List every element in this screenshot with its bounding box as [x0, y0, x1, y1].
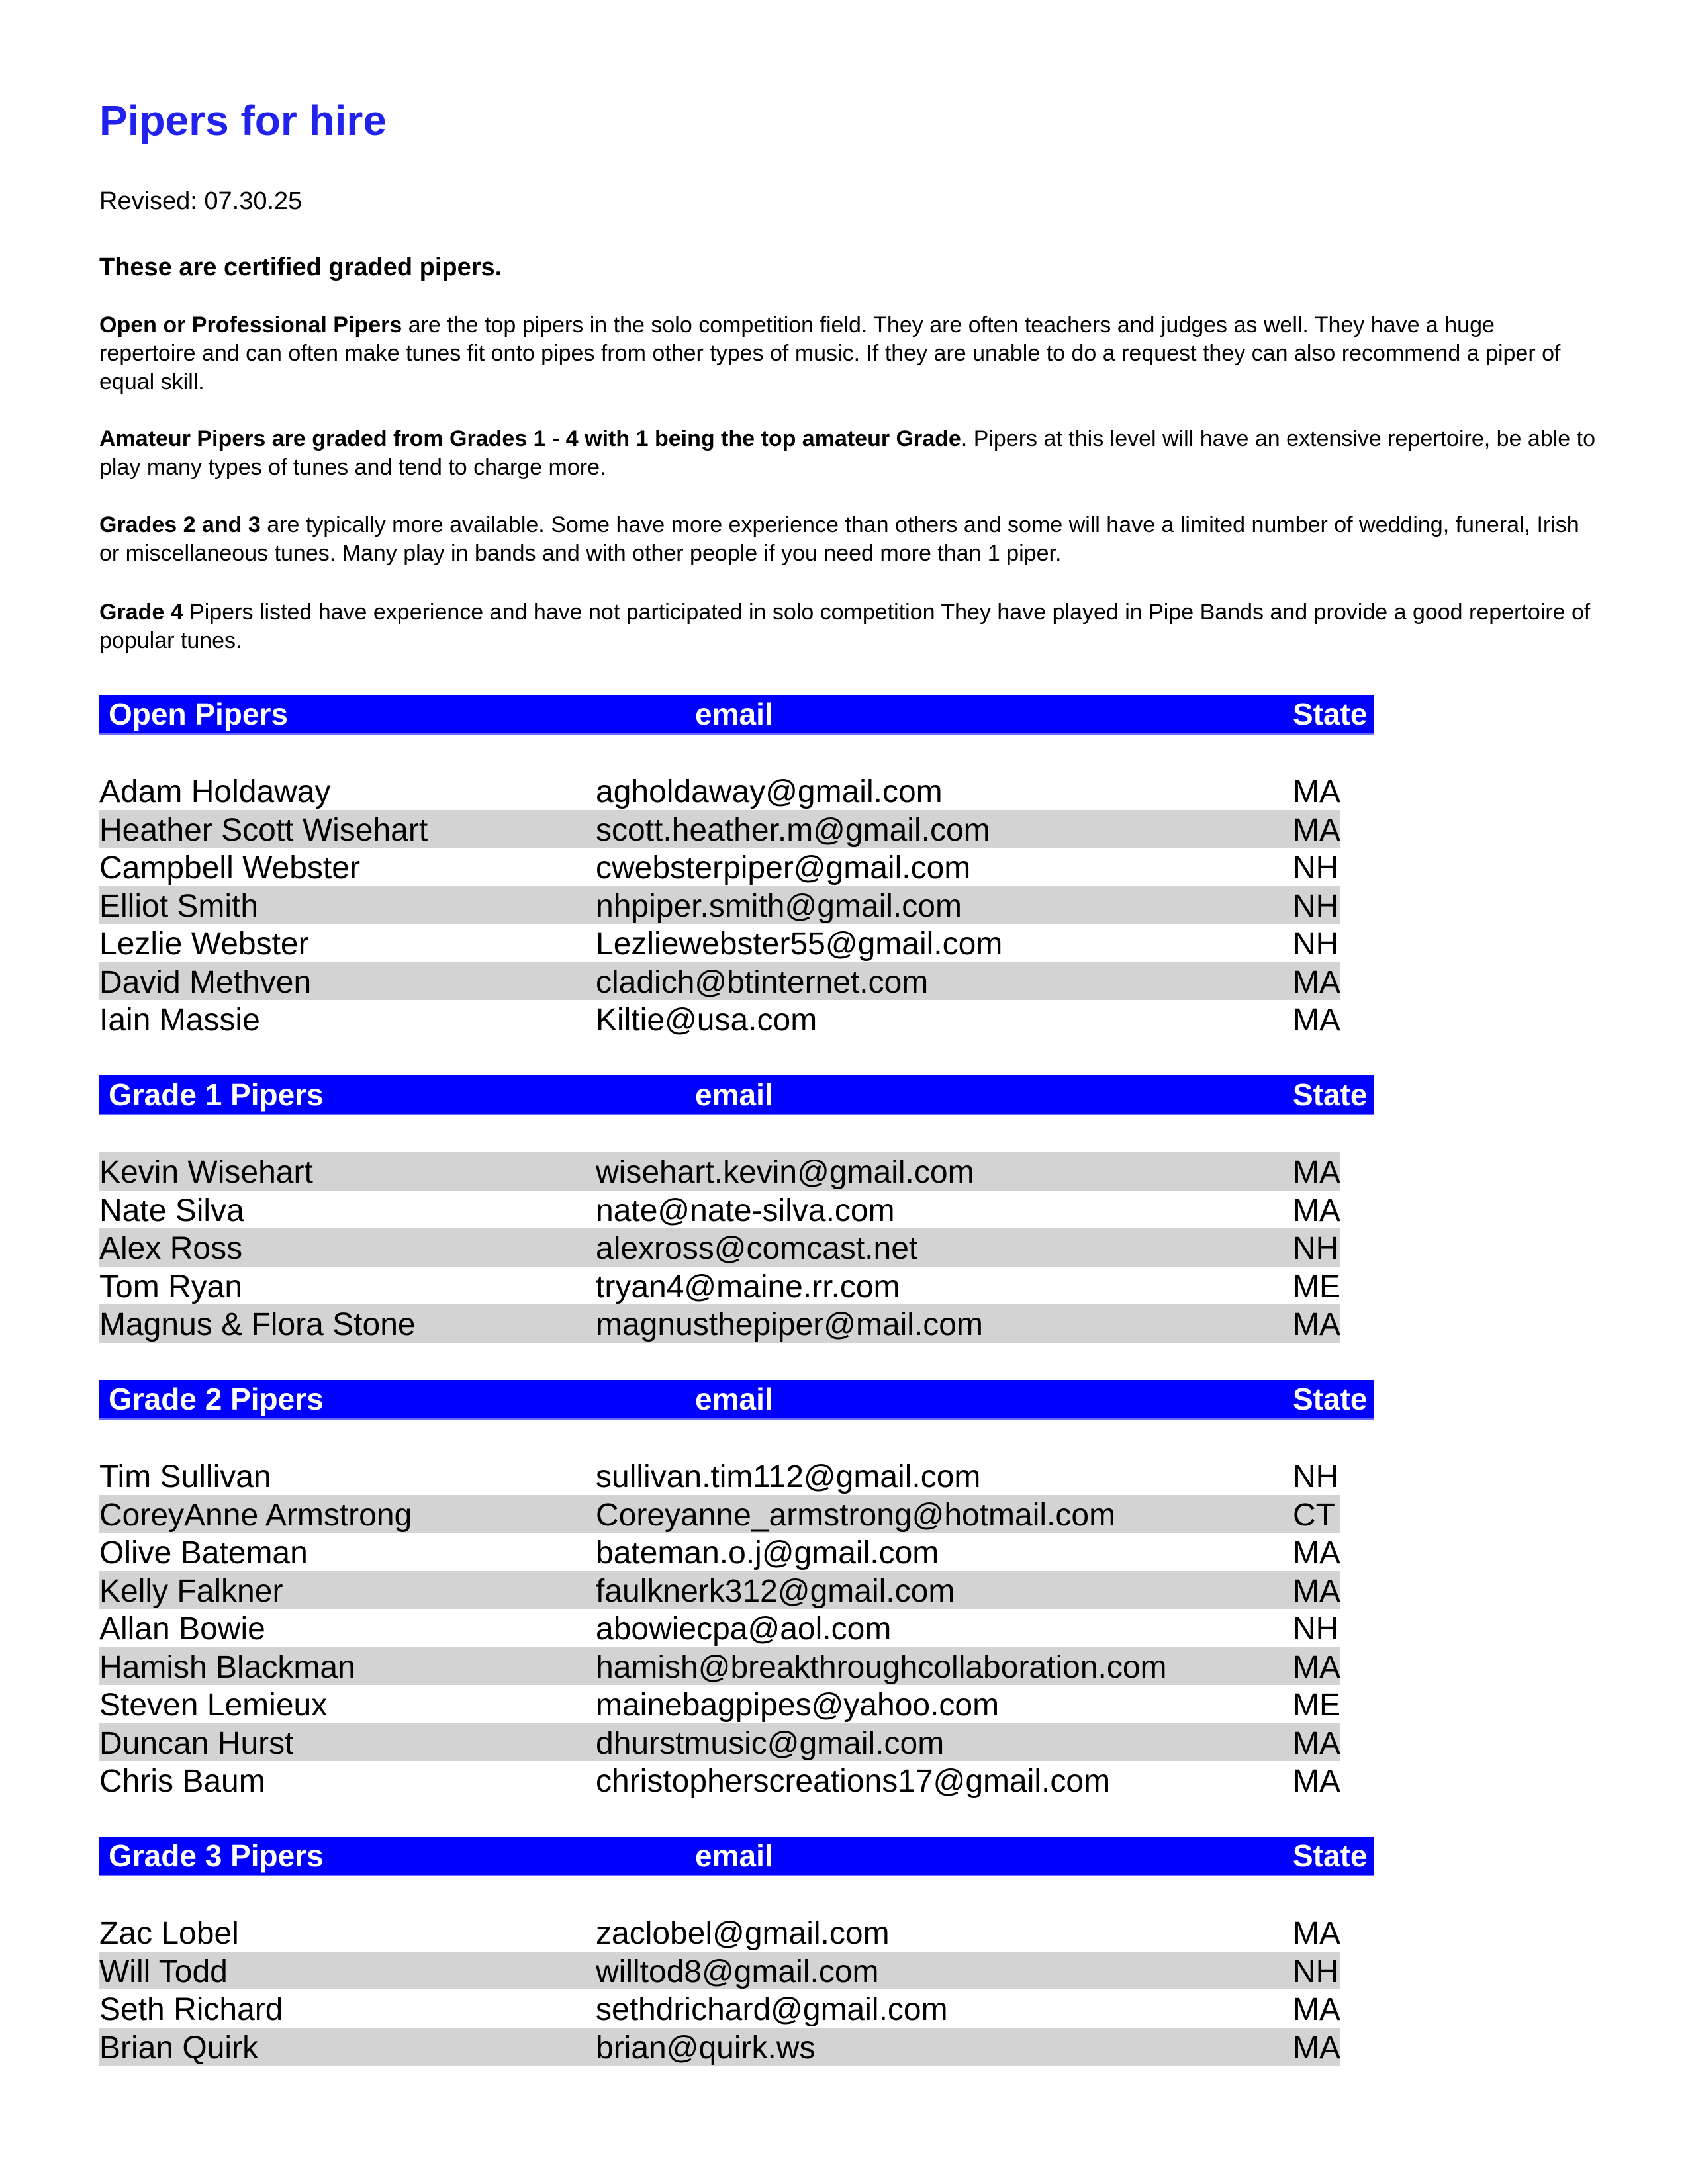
piper-list [99, 772, 1374, 1038]
email-column-header: email [695, 697, 773, 731]
section-header-bar [99, 1075, 1374, 1115]
piper-email-link[interactable]: agholdaway@gmail.com [596, 774, 943, 809]
paragraph-bold-lead: Open or Professional Pipers [99, 312, 402, 338]
piper-email-link[interactable]: sethdrichard@gmail.com [596, 1992, 948, 2027]
piper-state: NH [1293, 927, 1339, 962]
piper-state: NH [1293, 1954, 1339, 1989]
piper-name: Tim Sullivan [99, 1459, 271, 1494]
piper-email-link[interactable]: Lezliewebster55@gmail.com [596, 927, 1003, 962]
piper-state: MA [1293, 774, 1340, 809]
piper-row [99, 1152, 1340, 1191]
piper-email-link[interactable]: cladich@btinternet.com [596, 964, 929, 1000]
piper-state: CT [1293, 1497, 1335, 1533]
piper-name: Iain Massie [99, 1003, 260, 1038]
piper-name: Lezlie Webster [99, 927, 309, 962]
piper-row [99, 1913, 1340, 1952]
piper-row [99, 1191, 1340, 1229]
piper-email-link[interactable]: nhpiper.smith@gmail.com [596, 888, 962, 924]
paragraph-bold-lead: Grades 2 and 3 [99, 512, 261, 537]
piper-name: Tom Ryan [99, 1269, 243, 1304]
piper-state: MA [1293, 1193, 1340, 1228]
piper-state: NH [1293, 850, 1339, 886]
email-column-header: email [695, 1839, 773, 1873]
piper-email-link[interactable]: Kiltie@usa.com [596, 1003, 818, 1038]
paragraph-text: are typically more available. Some have more experience than others and some will have a limited number of wedding, funeral, Irish or miscellaneous tunes. Many play in bands and with other people if you need more than 1 piper. [99, 512, 1579, 566]
paragraph-grade-4 [99, 598, 1595, 655]
section-heading: Grade 1 Pipers [109, 1077, 324, 1112]
piper-list [99, 1913, 1374, 2066]
piper-row [99, 1723, 1340, 1762]
email-column-header: email [695, 1382, 773, 1416]
piper-email-link[interactable]: scott.heather.m@gmail.com [596, 812, 990, 848]
piper-email-link[interactable]: magnusthepiper@mail.com [596, 1307, 983, 1342]
piper-row [99, 1304, 1340, 1343]
piper-name: Chris Baum [99, 1764, 265, 1799]
section-grade-3-pipers [99, 1837, 1374, 2066]
paragraph-amateur-pipers [99, 425, 1595, 482]
piper-row [99, 1989, 1340, 2028]
piper-name: Campbell Webster [99, 850, 360, 886]
piper-email-link[interactable]: Coreyanne_armstrong@hotmail.com [596, 1497, 1116, 1533]
piper-state: MA [1293, 1003, 1340, 1038]
piper-name: Olive Bateman [99, 1535, 308, 1570]
piper-email-link[interactable]: christopherscreations17@gmail.com [596, 1764, 1111, 1799]
piper-row [99, 886, 1340, 925]
piper-row [99, 1000, 1340, 1038]
piper-name: Kelly Falkner [99, 1573, 283, 1609]
piper-state: MA [1293, 1992, 1340, 2027]
section-heading: Grade 3 Pipers [109, 1839, 324, 1873]
piper-email-link[interactable]: faulknerk312@gmail.com [596, 1573, 955, 1609]
piper-name: Steven Lemieux [99, 1688, 328, 1723]
piper-state: ME [1293, 1688, 1340, 1723]
state-column-header: State [1293, 1839, 1368, 1873]
piper-list [99, 1457, 1374, 1799]
piper-row [99, 1685, 1340, 1723]
piper-name: CoreyAnne Armstrong [99, 1497, 412, 1533]
piper-email-link[interactable]: tryan4@maine.rr.com [596, 1269, 900, 1304]
piper-email-link[interactable]: nate@nate-silva.com [596, 1193, 895, 1228]
section-heading: Open Pipers [109, 697, 288, 731]
piper-name: Will Todd [99, 1954, 228, 1989]
piper-state: NH [1293, 888, 1339, 924]
piper-email-link[interactable]: alexross@comcast.net [596, 1231, 918, 1266]
piper-name: Nate Silva [99, 1193, 244, 1228]
piper-state: MA [1293, 964, 1340, 1000]
section-header-bar [99, 695, 1374, 735]
piper-state: MA [1293, 1573, 1340, 1609]
piper-name: David Methven [99, 964, 312, 1000]
piper-state: MA [1293, 1764, 1340, 1799]
piper-state: MA [1293, 1307, 1340, 1342]
piper-row [99, 1647, 1340, 1686]
piper-row [99, 1457, 1340, 1495]
piper-state: MA [1293, 1155, 1340, 1190]
piper-email-link[interactable]: dhurstmusic@gmail.com [596, 1725, 945, 1761]
piper-name: Magnus & Flora Stone [99, 1307, 416, 1342]
piper-state: MA [1293, 812, 1340, 848]
paragraph-bold-lead: Amateur Pipers are graded from Grades 1 - 4 with 1 being the top amateur Grade [99, 426, 961, 451]
section-header-bar [99, 1837, 1374, 1876]
certified-statement: These are certified graded pipers. [99, 253, 502, 281]
piper-email-link[interactable]: cwebsterpiper@gmail.com [596, 850, 971, 886]
piper-name: Elliot Smith [99, 888, 259, 924]
piper-name: Kevin Wisehart [99, 1155, 313, 1190]
page-title: Pipers for hire [99, 97, 387, 144]
paragraph-grades-2-3 [99, 511, 1595, 568]
state-column-header: State [1293, 1077, 1368, 1112]
piper-state: MA [1293, 1725, 1340, 1761]
piper-email-link[interactable]: abowiecpa@aol.com [596, 1612, 892, 1647]
section-heading: Grade 2 Pipers [109, 1382, 324, 1416]
paragraph-bold-lead: Grade 4 [99, 600, 183, 625]
piper-row [99, 962, 1340, 1001]
piper-row [99, 772, 1340, 810]
piper-state: MA [1293, 1535, 1340, 1570]
piper-email-link[interactable]: hamish@breakthroughcollaboration.com [596, 1649, 1167, 1685]
piper-email-link[interactable]: sullivan.tim112@gmail.com [596, 1459, 981, 1494]
section-grade-2-pipers [99, 1380, 1374, 1799]
revised-date: Revised: 07.30.25 [99, 187, 303, 215]
piper-name: Heather Scott Wisehart [99, 812, 428, 848]
piper-list [99, 1152, 1374, 1343]
piper-row [99, 848, 1340, 886]
piper-email-link[interactable]: willtod8@gmail.com [596, 1954, 879, 1989]
piper-state: MA [1293, 1649, 1340, 1685]
paragraph-open-pipers [99, 311, 1595, 396]
section-grade-1-pipers [99, 1075, 1374, 1343]
piper-row [99, 1761, 1340, 1799]
piper-state: ME [1293, 1269, 1340, 1304]
piper-name: Adam Holdaway [99, 774, 331, 809]
piper-state: NH [1293, 1459, 1339, 1494]
piper-row [99, 1533, 1340, 1571]
piper-name: Brian Quirk [99, 2030, 259, 2066]
paragraph-text: . Pipers at this level will have an extensive repertoire, be able to play many types of tunes and tend to charge more. [99, 426, 1595, 480]
piper-name: Alex Ross [99, 1231, 243, 1266]
state-column-header: State [1293, 1382, 1368, 1416]
piper-name: Seth Richard [99, 1992, 283, 2027]
piper-row [99, 810, 1340, 848]
piper-name: Zac Lobel [99, 1916, 239, 1951]
piper-state: NH [1293, 1231, 1339, 1266]
piper-name: Hamish Blackman [99, 1649, 355, 1685]
piper-state: NH [1293, 1612, 1339, 1647]
piper-email-link[interactable]: zaclobel@gmail.com [596, 1916, 890, 1951]
piper-row [99, 1267, 1340, 1305]
piper-row [99, 1609, 1340, 1647]
piper-email-link[interactable]: wisehart.kevin@gmail.com [596, 1155, 974, 1190]
piper-email-link[interactable]: mainebagpipes@yahoo.com [596, 1688, 1000, 1723]
piper-row [99, 1571, 1340, 1610]
piper-row [99, 1228, 1340, 1267]
paragraph-text: are the top pipers in the solo competition field. They are often teachers and judges as well. They have a huge repertoire and can often make tunes fit onto pipes from other types of music. If they are unable to do a request they can also recommend a piper of equal skill. [99, 312, 1561, 394]
email-column-header: email [695, 1077, 773, 1112]
piper-email-link[interactable]: brian@quirk.ws [596, 2030, 816, 2066]
piper-row [99, 924, 1340, 962]
section-header-bar [99, 1380, 1374, 1420]
section-open-pipers [99, 695, 1374, 1038]
piper-state: MA [1293, 2030, 1340, 2066]
piper-row [99, 1495, 1340, 1533]
piper-name: Duncan Hurst [99, 1725, 294, 1761]
piper-row [99, 1952, 1340, 1990]
piper-email-link[interactable]: bateman.o.j@gmail.com [596, 1535, 939, 1570]
state-column-header: State [1293, 697, 1368, 731]
piper-state: MA [1293, 1916, 1340, 1951]
paragraph-text: Pipers listed have experience and have not participated in solo competition They have played in Pipe Bands and provide a good repertoire of popular tunes. [99, 600, 1591, 653]
piper-name: Allan Bowie [99, 1612, 265, 1647]
piper-row [99, 2028, 1340, 2066]
